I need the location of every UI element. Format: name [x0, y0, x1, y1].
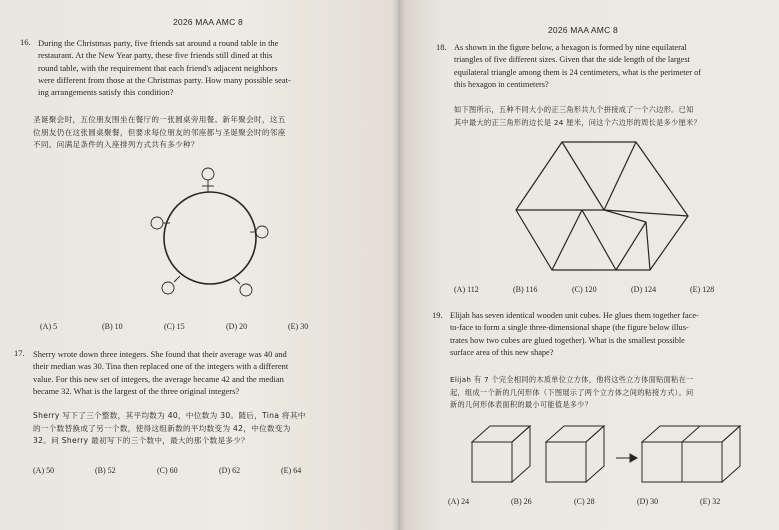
q18-chinese-line: 其中最大的正三角形的边长是 24 厘米，问这个六边形的周长是多少厘米？ — [454, 117, 702, 127]
q16-choice-a[interactable]: (A) 5 — [40, 322, 58, 331]
q17-choice-c[interactable]: (C) 60 — [157, 466, 178, 475]
q18-line: triangles of five different sizes. Given that the side length of the largest — [454, 55, 690, 65]
q18-line: equilateral triangle among them is 24 centimeters, what is the perimeter of — [454, 67, 701, 77]
q16-line: restaurant. At the New Year party, these five friends still dined at this — [38, 50, 273, 61]
q17-chinese-line: Sherry 写下了三个整数，其平均数为 40，中位数为 30。随后，Tina 将其中 — [33, 411, 306, 420]
q18-choice-b[interactable]: (B) 116 — [513, 285, 538, 294]
q17-number: 17. — [14, 348, 25, 358]
q16-line: During the Christmas party, five friends sat around a round table in the — [38, 38, 279, 48]
q16-choice-b[interactable]: (B) 10 — [102, 322, 123, 331]
left-page-header: 2026 MAA AMC 8 — [173, 17, 243, 27]
q18-line: this hexagon in centimeters? — [454, 79, 549, 89]
q17-line: their median was 30. Tina then replaced one of the integers with a different — [33, 361, 289, 372]
q17-chinese — [33, 410, 393, 448]
q19-line: trates how two cubes are glued together). What is the smallest possible — [450, 335, 685, 345]
q16-line: round table, with the requirement that each friend's adjacent neighbors — [38, 62, 278, 73]
q17-choices — [33, 466, 343, 475]
q16-chinese — [33, 114, 393, 152]
q18-choice-e[interactable]: (E) 128 — [690, 285, 715, 294]
book-gutter — [392, 0, 406, 530]
q18-number: 18. — [436, 42, 447, 52]
q17-chinese-line: 32。问 Sherry 最初写下的三个数中，最大的那个数是多少？ — [33, 436, 250, 445]
q18-chinese — [454, 104, 776, 129]
q16-number: 16. — [20, 37, 31, 47]
q18-choice-c[interactable]: (C) 120 — [572, 285, 597, 294]
q19-chinese-line: Elijah 有 7 个完全相同的木质单位立方体，他将这些立方体面贴面粘在一 — [450, 375, 694, 384]
q19-chinese-line: 起，组成一个新的几何形体（下图展示了两个立方体之间的粘接方式）。问 — [450, 387, 694, 397]
q19-choice-e[interactable]: (E) 32 — [700, 497, 721, 506]
q17-chinese-line: 的一个数替换成了另一个数，使得这组新数的平均数变为 42，中位数变为 — [33, 423, 291, 433]
q19-line: to-face to form a single three-dimensional shape (the figure below illus- — [450, 323, 689, 333]
q17-choice-e[interactable]: (E) 64 — [281, 466, 302, 475]
q16-line: were different from those at the Christmas party. How many possible seat- — [38, 74, 291, 85]
q17-line: Sherry wrote down three integers. She found that their average was 40 and — [33, 349, 287, 359]
q18-chinese-line: 如下图所示，五种不同大小的正三角形共九个拼接成了一个六边形。已知 — [454, 105, 694, 114]
q19-choices — [448, 497, 755, 506]
q18-line: As shown in the figure below, a hexagon is formed by nine equilateral — [454, 43, 687, 52]
q16-chinese-line: 不同。问满足条件的入座排列方式共有多少种？ — [33, 140, 199, 149]
q17-text — [33, 348, 388, 397]
q19-chinese-line: 新的几何形体表面积的最小可能值是多少？ — [450, 400, 593, 409]
q16-choice-c[interactable]: (C) 15 — [164, 322, 185, 331]
q16-choices — [40, 322, 350, 331]
q19-choice-b[interactable]: (B) 26 — [511, 497, 532, 506]
q19-line: Elijah has seven identical wooden unit cubes. He glues them together face- — [450, 311, 699, 320]
q16-chinese-line: 位朋友仍在这张圆桌聚餐，但要求每位朋友的邻座都与圣诞聚会时的邻座 — [33, 127, 286, 137]
q17-line: value. For this new set of integers, the average became 42 and the median — [33, 373, 284, 384]
q18-choice-a[interactable]: (A) 112 — [454, 285, 479, 294]
q19-text — [450, 310, 776, 359]
right-page — [398, 0, 779, 530]
q16-text — [38, 37, 388, 98]
q19-choice-a[interactable]: (A) 24 — [448, 497, 470, 506]
q17-line: became 32. What is the largest of the three original integers? — [33, 385, 240, 396]
q19-choice-c[interactable]: (C) 28 — [574, 497, 595, 506]
q18-choices — [454, 285, 749, 294]
q16-chinese-line: 圣诞聚会时，五位朋友围坐在餐厅的一张圆桌旁用餐。新年聚会时，这五 — [33, 115, 286, 124]
right-page-header: 2026 MAA AMC 8 — [548, 25, 618, 35]
q19-chinese — [450, 374, 776, 412]
cubes-figure — [470, 420, 740, 490]
q17-choice-b[interactable]: (B) 52 — [95, 466, 116, 475]
q16-line: ing arrangements satisfy this condition? — [38, 87, 174, 98]
q19-number: 19. — [432, 310, 443, 320]
q18-choice-d[interactable]: (D) 124 — [631, 285, 657, 294]
hexagon-figure — [516, 140, 696, 275]
q19-choice-d[interactable]: (D) 30 — [637, 497, 659, 506]
q17-choice-d[interactable]: (D) 62 — [219, 466, 241, 475]
q16-choice-e[interactable]: (E) 30 — [288, 322, 309, 331]
q17-choice-a[interactable]: (A) 50 — [33, 466, 55, 475]
q16-choice-d[interactable]: (D) 20 — [226, 322, 248, 331]
q19-line: surface area of this new shape? — [450, 347, 554, 357]
q18-text — [454, 42, 776, 91]
round-table-figure — [140, 160, 280, 310]
